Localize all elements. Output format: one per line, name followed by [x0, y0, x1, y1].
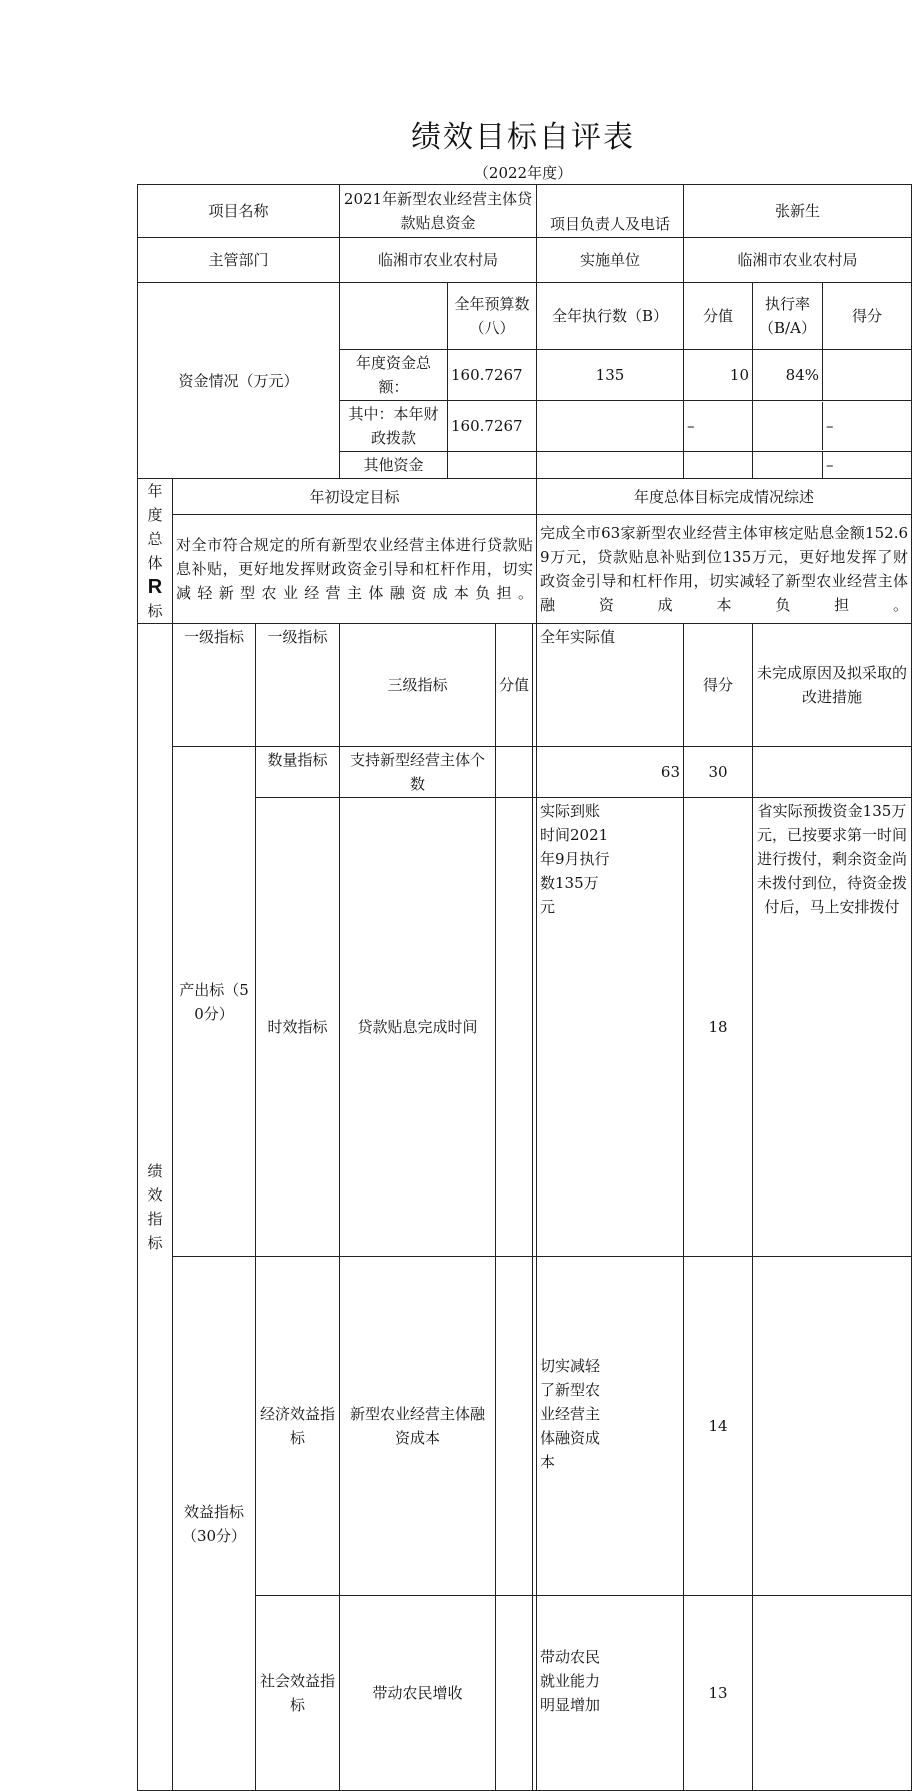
indicators-side-label [138, 624, 173, 1791]
initial-goal-label: 年初设定目标 [173, 479, 537, 515]
level3-wrap [340, 747, 537, 798]
annual-goal-side-label [138, 479, 173, 624]
side-char: 绩 [147, 1162, 163, 1180]
score-header: 得分 [684, 624, 753, 747]
score-value: 30 [684, 747, 753, 798]
points-value [496, 747, 533, 797]
level3-value: 带动农民增收 [340, 1596, 496, 1790]
level1-header: 一级指标 [173, 624, 256, 747]
funds-col-score-value: 分值 [684, 283, 753, 350]
annual-goal-content-row [138, 515, 912, 624]
funds-row-score-value: – [684, 401, 753, 452]
funds-row-score-value [684, 452, 753, 479]
level2-value: 时效指标 [256, 798, 340, 1257]
indicator-header-row [138, 624, 912, 747]
level3-value: 支持新型经营主体个数 [340, 747, 496, 797]
points-value [496, 1596, 533, 1790]
funds-header-row [138, 283, 912, 350]
funds-row-budget: 160.7267 [448, 350, 537, 401]
points-value [496, 798, 533, 1256]
actual-value: 63 [537, 747, 684, 798]
funds-row-rate [753, 402, 823, 450]
points-value [496, 1257, 533, 1595]
funds-row-label: 其中：本年财政拨款 [340, 401, 448, 452]
side-char: 标 [147, 1234, 163, 1252]
funds-row-budget [448, 452, 537, 479]
funds-row-score [823, 350, 912, 400]
reason-header: 未完成原因及拟采取的改进措施 [753, 624, 912, 747]
level2-value: 经济效益指标 [256, 1257, 340, 1596]
actual-spacer [613, 1353, 683, 1499]
side-char: 效 [147, 1186, 163, 1204]
funds-row-rate-score-wrap [753, 350, 912, 401]
funds-row-exec [537, 401, 684, 452]
group-name: 效益指标（30分） [173, 1257, 256, 1791]
funds-rate-score-wrap [753, 283, 912, 350]
level2-value: 社会效益指标 [256, 1596, 340, 1791]
goal-summary-label: 年度总体目标完成情况综述 [537, 479, 912, 515]
actual-split [537, 1257, 684, 1596]
reason-value [753, 1257, 912, 1596]
score-value: 18 [684, 798, 753, 1257]
actual-spacer [613, 1644, 683, 1742]
actual-value: 带动农民就业能力明显增加 [540, 1648, 601, 1714]
reason-value [753, 1596, 912, 1791]
score-value: 14 [684, 1257, 753, 1596]
points-header: 分值 [499, 676, 530, 694]
actual-header: 全年实际值 [537, 624, 684, 747]
funds-row-score-value: 10 [684, 350, 753, 401]
indicator-row [138, 747, 912, 798]
funds-row-exec [537, 452, 684, 479]
level3-wrap [340, 798, 537, 1257]
side-char: R [147, 576, 163, 598]
dept-value: 临湘市农业农村局 [340, 238, 537, 283]
project-name-label: 项目名称 [138, 185, 340, 238]
level2-value: 数量指标 [256, 747, 340, 798]
level3-value: 贷款贴息完成时间 [340, 798, 496, 1256]
target-value [533, 1257, 537, 1595]
actual-spacer [613, 798, 683, 968]
group-name: 产出标（50分） [173, 747, 256, 1257]
reason-value: 省实际预拨资金135万元，已按要求第一时间进行拨付，剩余资金尚未拨付到位，待资金拨付后，马上安排拨付 [753, 798, 912, 1257]
indicator-row [138, 1257, 912, 1596]
impl-label: 实施单位 [537, 238, 684, 283]
actual-value: 实际到账时间2021年9月执行数135万元 [540, 802, 610, 916]
funds-row-label: 年度资金总额： [340, 350, 448, 401]
funds-col-rate: 执行率（B/A） [753, 283, 823, 349]
side-char: 度 [147, 506, 163, 524]
dept-label: 主管部门 [138, 238, 340, 283]
target-value [533, 798, 537, 1256]
project-name-row [138, 185, 912, 238]
level3-points-header-wrap [340, 624, 537, 747]
actual-split [537, 798, 684, 1257]
funds-row-budget: 160.7267 [448, 401, 537, 452]
actual-split [537, 1596, 684, 1791]
funds-row-label: 其他资金 [340, 452, 448, 479]
side-char: 年 [147, 482, 163, 500]
funds-row-score: – [826, 417, 834, 435]
department-row [138, 238, 912, 283]
actual-value: 切实减轻了新型农业经营主体融资成本 [540, 1357, 601, 1471]
level3-header: 三级指标 [340, 624, 496, 746]
funds-row-rate-score-wrap [753, 401, 912, 452]
target-header [533, 624, 537, 746]
target-value [533, 1596, 537, 1790]
funds-row-score: – [826, 456, 834, 474]
goal-summary-text: 完成全市63家新型农业经营主体审核定贴息金额152.69万元，贷款贴息补贴到位135万元，更好地发挥了财政资金引导和杠杆作用，切实减轻了新型农业经营主体融资成本负担。 [537, 515, 912, 624]
level3-value: 新型农业经营主体融资成本 [340, 1257, 496, 1595]
funds-row-rate: 84% [753, 350, 823, 400]
initial-goal-text: 对全市符合规定的所有新型农业经营主体进行贷款贴息补贴，更好地发挥财政资金引导和杠杆作用，切实减轻新型农业经营主体融资成本负担。 [173, 515, 537, 624]
target-value [533, 747, 537, 797]
level3-wrap [340, 1596, 537, 1791]
contact-value: 张新生 [684, 185, 912, 238]
side-char: 标 [147, 602, 163, 620]
funds-label: 资金情况（万元） [138, 283, 340, 479]
contact-label: 项目负责人及电话 [537, 185, 684, 238]
document-title: 绩效目标自评表 [411, 120, 635, 155]
side-char: 总 [147, 530, 163, 548]
score-value: 13 [684, 1596, 753, 1791]
funds-row-rate-score-wrap [753, 452, 912, 479]
funds-col-budget: 全年预算数（八） [448, 283, 537, 350]
annual-goal-header-row [138, 479, 912, 515]
document-year: （2022年度） [473, 164, 573, 182]
funds-col-exec: 全年执行数（B） [537, 283, 684, 350]
level2-header: 一级指标 [256, 624, 340, 747]
funds-col-score: 得分 [851, 307, 882, 325]
project-name-value: 2021年新型农业经营主体贷款贴息资金 [340, 185, 537, 238]
side-char: 体 [147, 554, 163, 572]
funds-row-exec: 135 [537, 350, 684, 401]
funds-blank-cell [340, 283, 448, 350]
level3-wrap [340, 1257, 537, 1596]
reason-value [753, 747, 912, 798]
impl-value: 临湘市农业农村局 [684, 238, 912, 283]
funds-row-rate [753, 452, 823, 478]
evaluation-table [137, 184, 912, 1791]
side-char: 指 [147, 1210, 163, 1228]
